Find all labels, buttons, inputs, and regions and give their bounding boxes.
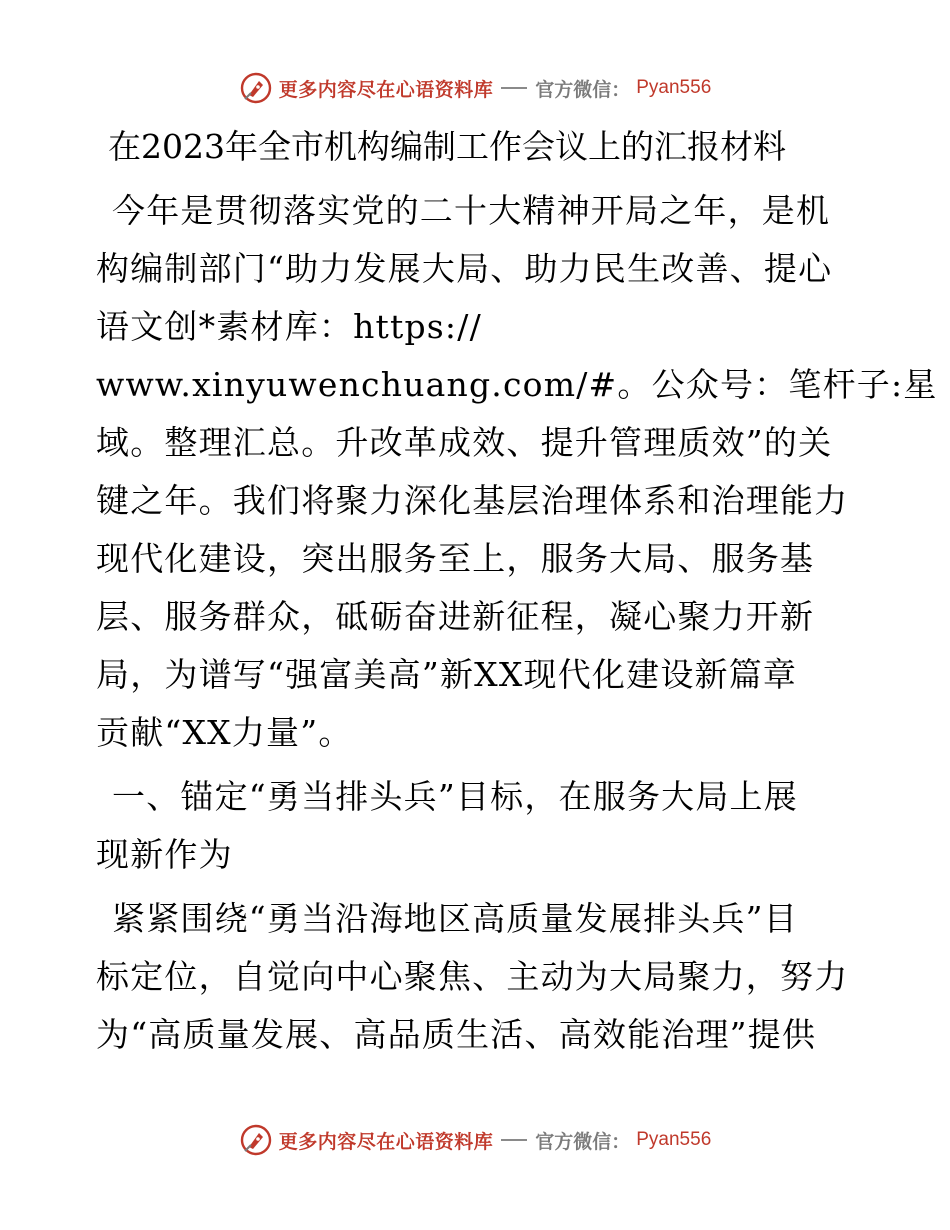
banner-divider bbox=[501, 87, 527, 89]
paragraph-section-1 bbox=[96, 890, 856, 1064]
paragraph-intro bbox=[96, 182, 938, 762]
document-body bbox=[96, 118, 938, 1070]
heading-line: 现新作为 bbox=[96, 835, 233, 874]
banner-text: 更多内容尽在心语资料库 bbox=[278, 1130, 494, 1153]
paragraph-line: 贡献“XX力量”。 bbox=[96, 713, 353, 752]
banner-text: 更多内容尽在心语资料库 bbox=[278, 78, 494, 101]
pen-nib-icon bbox=[239, 1123, 273, 1157]
paragraph-line: 构编制部门“助力发展大局、助力民生改善、提心 bbox=[96, 249, 833, 288]
banner-wechat-label: 官方微信： bbox=[535, 1130, 631, 1153]
paragraph-line: 域。整理汇总。升改革成效、提升管理质效”的关 bbox=[96, 423, 833, 462]
banner-wechat-label: 官方微信： bbox=[535, 78, 631, 101]
paragraph-line: 现代化建设，突出服务至上，服务大局、服务基 bbox=[96, 539, 815, 578]
paragraph-line: www.xinyuwenchuang.com/#。公众号：笔杆子:星 bbox=[96, 365, 938, 404]
paragraph-line: 语文创*素材库：https:// bbox=[96, 307, 482, 346]
banner-wechat-id: Pyan556 bbox=[636, 1129, 712, 1150]
paragraph-line: 今年是贯彻落实党的二十大精神开局之年，是机 bbox=[112, 191, 831, 230]
paragraph-line: 键之年。我们将聚力深化基层治理体系和治理能力 bbox=[96, 481, 849, 520]
footer-watermark-banner bbox=[0, 1120, 950, 1160]
pen-nib-icon bbox=[239, 71, 273, 105]
banner-wechat-id: Pyan556 bbox=[636, 77, 712, 98]
paragraph-line: 为“高质量发展、高品质生活、高效能治理”提供 bbox=[96, 1015, 817, 1054]
header-watermark-banner bbox=[0, 68, 950, 108]
paragraph-line: 层、服务群众，砥砺奋进新征程，凝心聚力开新 bbox=[96, 597, 815, 636]
section-heading-1 bbox=[96, 768, 856, 884]
banner-divider bbox=[501, 1139, 527, 1141]
heading-line: 一、锚定“勇当排头兵”目标，在服务大局上展 bbox=[112, 777, 798, 816]
document-title: 在2023年全市机构编制工作会议上的汇报材料 bbox=[108, 127, 786, 166]
paragraph-line: 局，为谱写“强富美高”新XX现代化建设新篇章 bbox=[96, 655, 798, 694]
paragraph-line: 标定位，自觉向中心聚焦、主动为大局聚力，努力 bbox=[96, 957, 849, 996]
paragraph-line: 紧紧围绕“勇当沿海地区高质量发展排头兵”目 bbox=[112, 899, 798, 938]
